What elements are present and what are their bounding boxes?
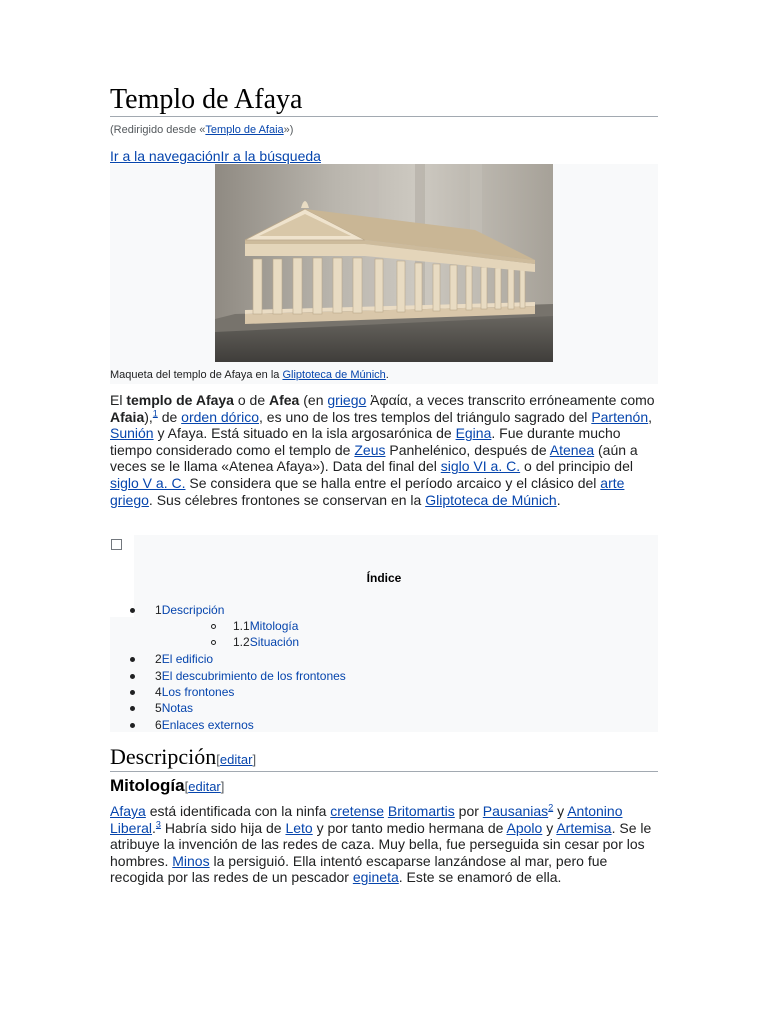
toc-toggle-area [110, 535, 134, 557]
reference-2[interactable]: 2 [548, 802, 554, 813]
redirect-note [110, 124, 293, 136]
jump-to-navigation-link[interactable]: Ir a la navegación [110, 148, 221, 164]
toc-item-enlaces-externos[interactable] [155, 718, 254, 732]
lead-text: de [157, 408, 182, 425]
paragraph-text: . Este se enamoró de ella. [398, 869, 562, 886]
toc-item-descubrimiento[interactable] [155, 669, 346, 683]
subsection-heading-mitologia [110, 776, 224, 796]
caption-link[interactable]: Gliptoteca de Múnich [282, 369, 386, 381]
toc-item-descripcion[interactable] [155, 603, 224, 617]
toc-bullet [130, 657, 135, 662]
lead-text: Ἀφαία, a veces transcrito erróneamente como [366, 392, 655, 408]
link-sunion[interactable]: Sunión [110, 425, 154, 442]
toc-item-number: 3 [155, 669, 162, 683]
toc-sub-bullet [211, 624, 216, 629]
toc-link[interactable]: Enlaces externos [161, 718, 254, 732]
lead-text: Panhelénico, después de [385, 441, 550, 458]
link-britomartis[interactable]: Britomartis [387, 803, 455, 819]
figure [110, 164, 658, 384]
edit-bracket: [ [184, 779, 189, 794]
toc-link[interactable]: Descripción [161, 603, 225, 617]
edit-bracket: ] [220, 779, 225, 794]
edit-bracket: ] [252, 752, 257, 767]
toc-link[interactable]: Los frontones [161, 685, 235, 699]
lead-bold-term: Afaia [110, 408, 145, 425]
link-gliptoteca[interactable]: Gliptoteca de Múnich [425, 491, 557, 508]
paragraph-text: la persiguió. Ella intentó escaparse lanzándose al mar, pero fue recogida por las redes de un pescador [110, 852, 608, 886]
edit-bracket: [ [216, 752, 220, 767]
toc-link[interactable]: Notas [161, 701, 194, 715]
toc-bullet [130, 608, 135, 613]
toc-item-number: 2 [155, 652, 162, 666]
toc-item-number: 1 [155, 603, 162, 617]
lead-text: Se considera que se halla entre el período arcaico y el clásico del [185, 474, 601, 491]
jump-links [110, 148, 321, 164]
page-title: Templo de Afaya [110, 84, 303, 115]
paragraph-text: . Se le atribuye la invención de las redes de caza. Muy bella, fue perseguida sin cesar por los hombres. [110, 819, 652, 869]
redirect-suffix: ») [283, 124, 294, 136]
toc-bullet [130, 723, 135, 728]
caption-text: Maqueta del templo de Afaya en la [110, 369, 283, 381]
link-partenon[interactable]: Partenón [591, 408, 649, 425]
link-zeus[interactable]: Zeus [354, 441, 386, 458]
toc-item-number: 1.1 [233, 619, 250, 633]
link-egina[interactable]: Egina [455, 425, 492, 442]
link-leto[interactable]: Leto [285, 819, 313, 836]
edit-link[interactable]: editar [188, 779, 221, 794]
toc-item-number: 5 [155, 701, 162, 715]
link-apolo[interactable]: Apolo [506, 819, 543, 836]
lead-text: (aún a veces se le llama «Atenea Afaya»). Data del final del [110, 441, 638, 475]
toc-item-number: 6 [155, 718, 162, 732]
link-siglo-v[interactable]: siglo V a. C. [110, 474, 186, 491]
toc-link[interactable]: El descubrimiento de los frontones [161, 669, 346, 683]
link-arte-griego[interactable]: arte griego [110, 474, 625, 508]
toc-item-notas[interactable] [155, 701, 193, 715]
lead-text: , [648, 408, 653, 425]
toc-item-los-frontones[interactable] [155, 685, 234, 699]
lead-text: y Afaya. Está situado en la isla argosarónica de [153, 425, 456, 442]
toc-link[interactable]: Mitología [249, 619, 299, 633]
section-heading-text: Descripción [110, 744, 217, 769]
caption-end: . [385, 369, 389, 381]
toc-item-situacion[interactable] [233, 635, 299, 649]
table-of-contents [110, 535, 658, 732]
toc-link[interactable]: El edificio [161, 652, 214, 666]
lead-text: . Sus célebres frontones se conservan en la [148, 491, 426, 508]
toc-toggle-checkbox[interactable] [111, 539, 122, 550]
edit-link[interactable]: editar [219, 752, 253, 767]
lead-text: . [556, 491, 561, 508]
reference-3[interactable]: 3 [155, 818, 161, 829]
redirect-prefix: (Redirigido desde « [110, 124, 206, 136]
link-griego[interactable]: griego [327, 392, 367, 408]
edit-section-mitologia [185, 779, 225, 794]
lead-text: (en [299, 392, 328, 408]
toc-item-mitologia[interactable] [233, 619, 298, 633]
section-divider [110, 771, 658, 772]
paragraph-text: . [152, 819, 156, 836]
toc-item-number: 1.2 [233, 635, 250, 649]
paragraph-text: está identificada con la ninfa [145, 803, 331, 819]
lead-text: o del principio del [520, 458, 633, 475]
link-egineta[interactable]: egineta [352, 869, 399, 886]
paragraph-text: por [454, 803, 483, 819]
toc-item-number: 4 [155, 685, 162, 699]
figure-caption [110, 369, 389, 381]
toc-bullet [130, 690, 135, 695]
reference-1[interactable]: 1 [152, 407, 158, 418]
subsection-heading-text: Mitología [110, 776, 185, 795]
redirect-link[interactable]: Templo de Afaia [205, 124, 284, 136]
lead-bold-term: Afea [269, 392, 300, 408]
section-heading-descripcion [110, 744, 256, 773]
link-minos[interactable]: Minos [172, 852, 210, 869]
paragraph-text: y por tanto medio hermana de [312, 819, 507, 836]
lead-text: . Fue durante mucho tiempo considerado como el templo de [110, 425, 621, 458]
toc-sub-bullet [211, 640, 216, 645]
paragraph-text: Habría sido hija de [160, 819, 286, 836]
link-artemisa[interactable]: Artemisa [556, 819, 612, 836]
link-cretense[interactable]: cretense [330, 803, 384, 819]
toc-link[interactable]: Situación [249, 635, 300, 649]
link-atenea[interactable]: Atenea [549, 441, 595, 458]
lead-paragraph [110, 392, 658, 508]
toc-bullet [130, 706, 135, 711]
link-antonino-liberal[interactable]: Antonino Liberal [110, 803, 623, 836]
edit-section-descripcion [216, 752, 256, 767]
link-afaya[interactable]: Afaya [110, 803, 146, 819]
lead-text: ), [144, 408, 153, 425]
title-divider [110, 116, 658, 117]
lead-text: , es uno de los tres templos del triángulo sagrado del [259, 408, 592, 425]
link-pausanias[interactable]: Pausanias [482, 803, 549, 819]
toc-title: Índice [366, 571, 402, 585]
link-orden-dorico[interactable]: orden dórico [181, 408, 259, 425]
toc-bullet [130, 674, 135, 679]
toc-item-el-edificio[interactable] [155, 652, 213, 666]
jump-to-search-link[interactable]: Ir a la búsqueda [220, 148, 321, 164]
mitologia-paragraph [110, 803, 658, 886]
lead-text: o de [233, 392, 269, 408]
paragraph-text: y [553, 803, 568, 819]
link-siglo-vi[interactable]: siglo VI a. C. [440, 458, 521, 475]
lead-bold-term: templo de Afaya [126, 392, 234, 408]
lead-text: El [110, 392, 127, 408]
temple-model-image[interactable] [215, 164, 553, 362]
paragraph-text: y [542, 819, 557, 836]
